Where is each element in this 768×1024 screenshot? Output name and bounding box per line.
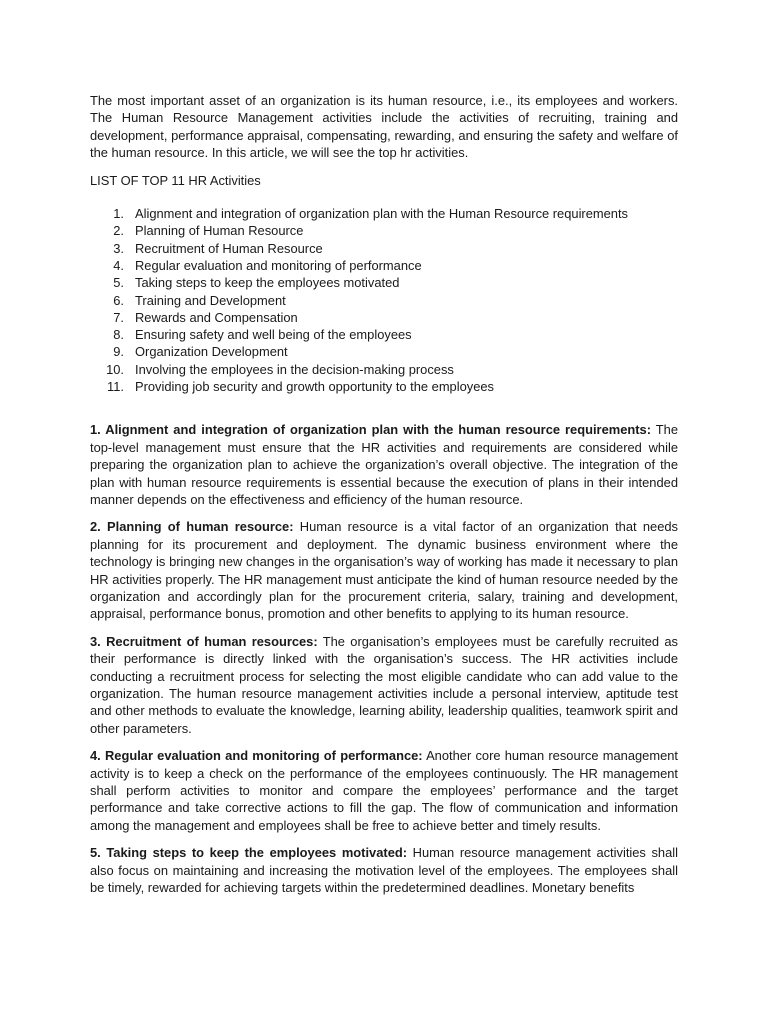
- intro-paragraph: The most important asset of an organization is its human resource, i.e., its employees and workers. The Human Resource Management activities include the activities of recruiting, training and development, performance appraisal, compensating, rewarding, and ensuring the safety and welfare of the human resource. In this article, we will see the top hr activities.: [90, 93, 678, 161]
- list-item: [90, 205, 678, 222]
- section-body: Human resource management activities shall also focus on maintaining and increasing the motivation level of the employees. The employees shall be timely, rewarded for achieving targets within the predetermined deadlines. Monetary benefits: [90, 845, 679, 896]
- section-motivation: [90, 844, 678, 896]
- list-item-text: Recruitment of Human Resource: [135, 240, 323, 256]
- list-item-text: Rewards and Compensation: [135, 309, 298, 325]
- list-item-number: 6.: [113, 292, 124, 308]
- list-item-text: Planning of Human Resource: [135, 223, 304, 239]
- section-heading: 3. Recruitment of human resources:: [90, 633, 318, 649]
- list-item-number: 10.: [106, 361, 124, 377]
- list-item: [90, 378, 678, 395]
- list-item-number: 9.: [113, 344, 124, 360]
- section-body: Another core human resource management activity is to keep a check on the performance of the employees continuously. The HR management shall perform activities to monitor and compare the employees’ performance and the target performance and take corrective actions to fill the gap. The flow of communication and information among the management and employees shall be free to achieve better and timely results.: [90, 748, 678, 833]
- list-item-text: Providing job security and growth opportunity to the employees: [135, 379, 494, 394]
- list-item-number: 7.: [113, 309, 124, 325]
- list-item: [90, 222, 678, 239]
- section-heading: 1. Alignment and integration of organization plan with the human resource requirements:: [90, 422, 652, 438]
- section-body: The organisation’s employees must be carefully recruited as their performance is directly linked with the organisation’s success. The HR activities include conducting a recruitment process for selecting the most eligible candidate who can add value to the organization. The human resource management activities include a personal interview, aptitude test and other methods to evaluate the knowledge, learning ability, leadership qualities, teamwork spirit and other parameters.: [90, 633, 678, 736]
- list-item-number: 5.: [113, 275, 124, 291]
- section-heading: 5. Taking steps to keep the employees motivated:: [90, 845, 408, 861]
- list-item-text: Alignment and integration of organization plan with the Human Resource requirements: [135, 206, 628, 222]
- list-item-number: 4.: [113, 257, 124, 273]
- section-body: Human resource is a vital factor of an organization that needs planning for its procurement and deployment. The dynamic business environment where the technology is bringing new changes in the organisation’s way of working has made it necessary to plan HR activities properly. The HR management must anticipate the kind of human resource needed by the organization and accordingly plan for the procurement criteria, salary, training and development, appraisal, performance bonus, promotion and other benefits to applying to its human resource.: [90, 519, 678, 622]
- section-planning: [90, 518, 678, 622]
- list-item: [90, 240, 678, 257]
- list-title: LIST OF TOP 11 HR Activities: [90, 172, 261, 188]
- list-item-text: Regular evaluation and monitoring of performance: [135, 257, 422, 273]
- section-heading: 2. Planning of human resource:: [90, 519, 294, 535]
- section-alignment: [90, 421, 678, 508]
- section-heading: 4. Regular evaluation and monitoring of performance:: [90, 748, 423, 764]
- list-item-number: 3.: [113, 240, 124, 256]
- list-item-text: Involving the employees in the decision-making process: [135, 361, 454, 377]
- section-body: The top-level management must ensure that the HR activities and requirements are considered while preparing the organization plan to achieve the organization’s overall objective. The integration of the plan with human resource requirements is essential because the execution of plans in their intended manner depends on the effectiveness and efficiency of the human resource.: [90, 422, 679, 507]
- list-item: [90, 292, 678, 309]
- list-item: [90, 257, 678, 274]
- section-recruitment: [90, 633, 678, 737]
- list-item: [90, 326, 678, 343]
- list-item-number: 11.: [107, 379, 124, 394]
- list-item-text: Ensuring safety and well being of the employees: [135, 327, 412, 343]
- list-item: [90, 274, 678, 291]
- section-evaluation: [90, 747, 678, 834]
- list-item-number: 8.: [113, 327, 124, 343]
- list-item: [90, 309, 678, 326]
- list-item-number: 1.: [113, 206, 124, 222]
- list-item-text: Organization Development: [135, 344, 288, 360]
- hr-activities-list: [90, 205, 678, 395]
- list-item-number: 2.: [113, 223, 124, 239]
- list-item: [90, 343, 678, 360]
- list-item-text: Training and Development: [135, 292, 286, 308]
- list-item: [90, 361, 678, 378]
- list-item-text: Taking steps to keep the employees motivated: [135, 275, 400, 291]
